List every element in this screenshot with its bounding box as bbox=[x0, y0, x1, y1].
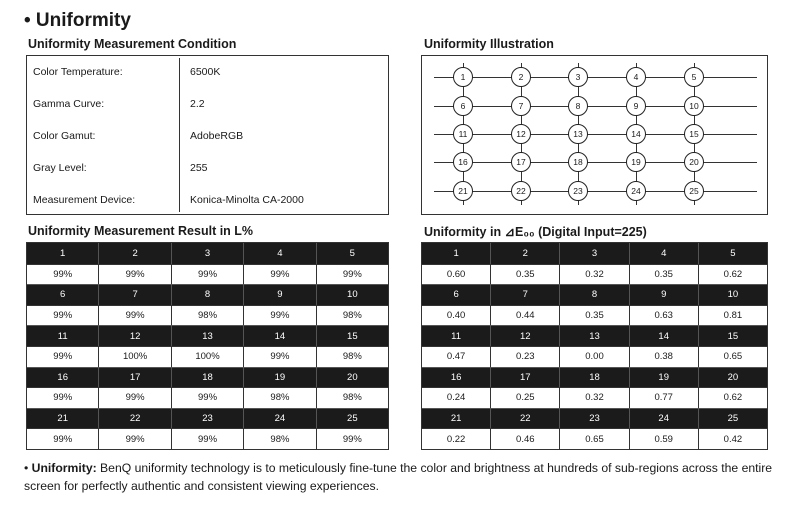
value-cell: 0.65 bbox=[559, 428, 628, 449]
value-cell: 99% bbox=[27, 346, 98, 367]
point-id-cell: 4 bbox=[629, 243, 698, 264]
value-cell: 99% bbox=[98, 264, 170, 285]
condition-row bbox=[27, 120, 388, 152]
point-id-cell: 5 bbox=[316, 243, 388, 264]
result-l-heading: Uniformity Measurement Result in L% bbox=[28, 224, 254, 238]
value-cell: 0.35 bbox=[559, 305, 628, 326]
condition-heading: Uniformity Measurement Condition bbox=[28, 37, 237, 51]
value-cell: 0.42 bbox=[698, 428, 767, 449]
table-header-row bbox=[422, 284, 767, 305]
condition-value: Konica-Minolta CA-2000 bbox=[190, 194, 304, 206]
value-cell: 100% bbox=[171, 346, 243, 367]
point-id-cell: 20 bbox=[698, 367, 767, 388]
measurement-point: 24 bbox=[626, 181, 646, 201]
table-header-row bbox=[422, 243, 767, 264]
condition-value: 6500K bbox=[190, 66, 221, 78]
point-id-cell: 2 bbox=[490, 243, 559, 264]
value-cell: 99% bbox=[171, 387, 243, 408]
table-row bbox=[422, 264, 767, 285]
value-cell: 99% bbox=[243, 346, 315, 367]
measurement-point: 6 bbox=[453, 96, 473, 116]
condition-value: 255 bbox=[190, 162, 208, 174]
point-id-cell: 10 bbox=[698, 284, 767, 305]
measurement-point: 25 bbox=[684, 181, 704, 201]
condition-value: AdobeRGB bbox=[190, 130, 244, 142]
measurement-point: 1 bbox=[453, 67, 473, 87]
table-header-row bbox=[422, 408, 767, 429]
value-cell: 0.38 bbox=[629, 346, 698, 367]
value-cell: 98% bbox=[316, 305, 388, 326]
measurement-point: 19 bbox=[626, 152, 646, 172]
grid-line bbox=[434, 106, 757, 107]
measurement-point: 20 bbox=[684, 152, 704, 172]
value-cell: 98% bbox=[243, 428, 315, 449]
value-cell: 0.60 bbox=[422, 264, 490, 285]
point-id-cell: 6 bbox=[422, 284, 490, 305]
condition-row bbox=[27, 184, 388, 216]
condition-table bbox=[26, 55, 389, 215]
table-header-row bbox=[27, 408, 388, 429]
point-id-cell: 3 bbox=[171, 243, 243, 264]
value-cell: 99% bbox=[27, 428, 98, 449]
condition-label: Gamma Curve: bbox=[33, 98, 105, 110]
point-id-cell: 6 bbox=[27, 284, 98, 305]
value-cell: 0.35 bbox=[629, 264, 698, 285]
value-cell: 99% bbox=[27, 387, 98, 408]
result-l-table bbox=[26, 242, 389, 450]
value-cell: 0.65 bbox=[698, 346, 767, 367]
value-cell: 99% bbox=[316, 428, 388, 449]
point-id-cell: 25 bbox=[316, 408, 388, 429]
condition-row bbox=[27, 152, 388, 184]
measurement-point: 14 bbox=[626, 124, 646, 144]
table-row bbox=[27, 264, 388, 285]
table-header-row bbox=[27, 325, 388, 346]
value-cell: 0.32 bbox=[559, 387, 628, 408]
point-id-cell: 17 bbox=[98, 367, 170, 388]
measurement-point: 3 bbox=[568, 67, 588, 87]
value-cell: 0.62 bbox=[698, 264, 767, 285]
value-cell: 0.25 bbox=[490, 387, 559, 408]
value-cell: 99% bbox=[98, 428, 170, 449]
value-cell: 98% bbox=[171, 305, 243, 326]
measurement-point: 12 bbox=[511, 124, 531, 144]
point-id-cell: 24 bbox=[629, 408, 698, 429]
footnote-text: BenQ uniformity technology is to meticulously fine-tune the color and brightness at hundreds of sub-regions across the entire screen for perfectly authentic and consistent viewing experiences. bbox=[24, 461, 773, 493]
point-id-cell: 25 bbox=[698, 408, 767, 429]
point-id-cell: 11 bbox=[27, 325, 98, 346]
condition-label: Measurement Device: bbox=[33, 194, 136, 206]
value-cell: 0.46 bbox=[490, 428, 559, 449]
point-id-cell: 11 bbox=[422, 325, 490, 346]
measurement-point: 4 bbox=[626, 67, 646, 87]
condition-label: Gray Level: bbox=[33, 162, 87, 174]
measurement-point: 17 bbox=[511, 152, 531, 172]
point-id-cell: 14 bbox=[243, 325, 315, 346]
point-id-cell: 12 bbox=[490, 325, 559, 346]
table-row bbox=[422, 428, 767, 449]
value-cell: 0.32 bbox=[559, 264, 628, 285]
condition-row bbox=[27, 56, 388, 88]
illustration-box bbox=[421, 55, 768, 215]
point-id-cell: 15 bbox=[316, 325, 388, 346]
value-cell: 0.44 bbox=[490, 305, 559, 326]
point-id-cell: 21 bbox=[27, 408, 98, 429]
table-row bbox=[27, 428, 388, 449]
grid-line bbox=[434, 77, 757, 78]
point-id-cell: 13 bbox=[559, 325, 628, 346]
point-id-cell: 19 bbox=[629, 367, 698, 388]
value-cell: 99% bbox=[98, 305, 170, 326]
point-id-cell: 24 bbox=[243, 408, 315, 429]
value-cell: 99% bbox=[243, 305, 315, 326]
result-de-heading: Uniformity in ⊿E₀₀ (Digital Input=225) bbox=[424, 225, 647, 239]
value-cell: 0.59 bbox=[629, 428, 698, 449]
value-cell: 98% bbox=[316, 387, 388, 408]
point-id-cell: 12 bbox=[98, 325, 170, 346]
value-cell: 0.24 bbox=[422, 387, 490, 408]
point-id-cell: 7 bbox=[98, 284, 170, 305]
table-row bbox=[422, 346, 767, 367]
point-id-cell: 2 bbox=[98, 243, 170, 264]
value-cell: 0.00 bbox=[559, 346, 628, 367]
point-id-cell: 10 bbox=[316, 284, 388, 305]
value-cell: 98% bbox=[243, 387, 315, 408]
point-id-cell: 16 bbox=[422, 367, 490, 388]
measurement-point: 7 bbox=[511, 96, 531, 116]
measurement-point: 21 bbox=[453, 181, 473, 201]
value-cell: 99% bbox=[171, 428, 243, 449]
point-id-cell: 16 bbox=[27, 367, 98, 388]
point-id-cell: 8 bbox=[171, 284, 243, 305]
measurement-point: 8 bbox=[568, 96, 588, 116]
value-cell: 0.63 bbox=[629, 305, 698, 326]
illustration-grid bbox=[434, 63, 757, 205]
point-id-cell: 1 bbox=[27, 243, 98, 264]
measurement-point: 9 bbox=[626, 96, 646, 116]
footnote bbox=[24, 459, 784, 495]
point-id-cell: 20 bbox=[316, 367, 388, 388]
condition-value: 2.2 bbox=[190, 98, 205, 110]
measurement-point: 15 bbox=[684, 124, 704, 144]
table-header-row bbox=[27, 367, 388, 388]
value-cell: 98% bbox=[316, 346, 388, 367]
measurement-point: 13 bbox=[568, 124, 588, 144]
grid-line bbox=[434, 162, 757, 163]
measurement-point: 5 bbox=[684, 67, 704, 87]
page-title: • Uniformity bbox=[24, 10, 131, 31]
table-row bbox=[27, 305, 388, 326]
measurement-point: 18 bbox=[568, 152, 588, 172]
value-cell: 0.47 bbox=[422, 346, 490, 367]
value-cell: 0.77 bbox=[629, 387, 698, 408]
value-cell: 0.22 bbox=[422, 428, 490, 449]
measurement-point: 22 bbox=[511, 181, 531, 201]
measurement-point: 2 bbox=[511, 67, 531, 87]
point-id-cell: 5 bbox=[698, 243, 767, 264]
point-id-cell: 3 bbox=[559, 243, 628, 264]
grid-line bbox=[434, 134, 757, 135]
point-id-cell: 18 bbox=[559, 367, 628, 388]
value-cell: 99% bbox=[27, 305, 98, 326]
result-de-table bbox=[421, 242, 768, 450]
illustration-heading: Uniformity Illustration bbox=[424, 37, 554, 51]
point-id-cell: 9 bbox=[243, 284, 315, 305]
measurement-point: 10 bbox=[684, 96, 704, 116]
point-id-cell: 19 bbox=[243, 367, 315, 388]
value-cell: 0.62 bbox=[698, 387, 767, 408]
point-id-cell: 4 bbox=[243, 243, 315, 264]
table-row bbox=[422, 387, 767, 408]
measurement-point: 16 bbox=[453, 152, 473, 172]
condition-label: Color Gamut: bbox=[33, 130, 96, 142]
footnote-lead: Uniformity: bbox=[31, 461, 97, 475]
value-cell: 100% bbox=[98, 346, 170, 367]
point-id-cell: 14 bbox=[629, 325, 698, 346]
condition-label: Color Temperature: bbox=[33, 66, 123, 78]
table-row bbox=[27, 387, 388, 408]
measurement-point: 23 bbox=[568, 181, 588, 201]
point-id-cell: 23 bbox=[559, 408, 628, 429]
point-id-cell: 17 bbox=[490, 367, 559, 388]
value-cell: 99% bbox=[243, 264, 315, 285]
value-cell: 0.40 bbox=[422, 305, 490, 326]
point-id-cell: 22 bbox=[98, 408, 170, 429]
value-cell: 99% bbox=[316, 264, 388, 285]
table-row bbox=[422, 305, 767, 326]
point-id-cell: 8 bbox=[559, 284, 628, 305]
value-cell: 0.23 bbox=[490, 346, 559, 367]
footnote-bullet: • bbox=[24, 461, 32, 475]
value-cell: 99% bbox=[27, 264, 98, 285]
table-row bbox=[27, 346, 388, 367]
value-cell: 99% bbox=[98, 387, 170, 408]
value-cell: 99% bbox=[171, 264, 243, 285]
value-cell: 0.81 bbox=[698, 305, 767, 326]
point-id-cell: 15 bbox=[698, 325, 767, 346]
grid-line bbox=[434, 191, 757, 192]
point-id-cell: 13 bbox=[171, 325, 243, 346]
table-header-row bbox=[27, 243, 388, 264]
table-header-row bbox=[422, 367, 767, 388]
value-cell: 0.35 bbox=[490, 264, 559, 285]
point-id-cell: 7 bbox=[490, 284, 559, 305]
point-id-cell: 1 bbox=[422, 243, 490, 264]
table-header-row bbox=[422, 325, 767, 346]
condition-row bbox=[27, 88, 388, 120]
point-id-cell: 23 bbox=[171, 408, 243, 429]
point-id-cell: 9 bbox=[629, 284, 698, 305]
measurement-point: 11 bbox=[453, 124, 473, 144]
point-id-cell: 18 bbox=[171, 367, 243, 388]
point-id-cell: 21 bbox=[422, 408, 490, 429]
point-id-cell: 22 bbox=[490, 408, 559, 429]
table-header-row bbox=[27, 284, 388, 305]
